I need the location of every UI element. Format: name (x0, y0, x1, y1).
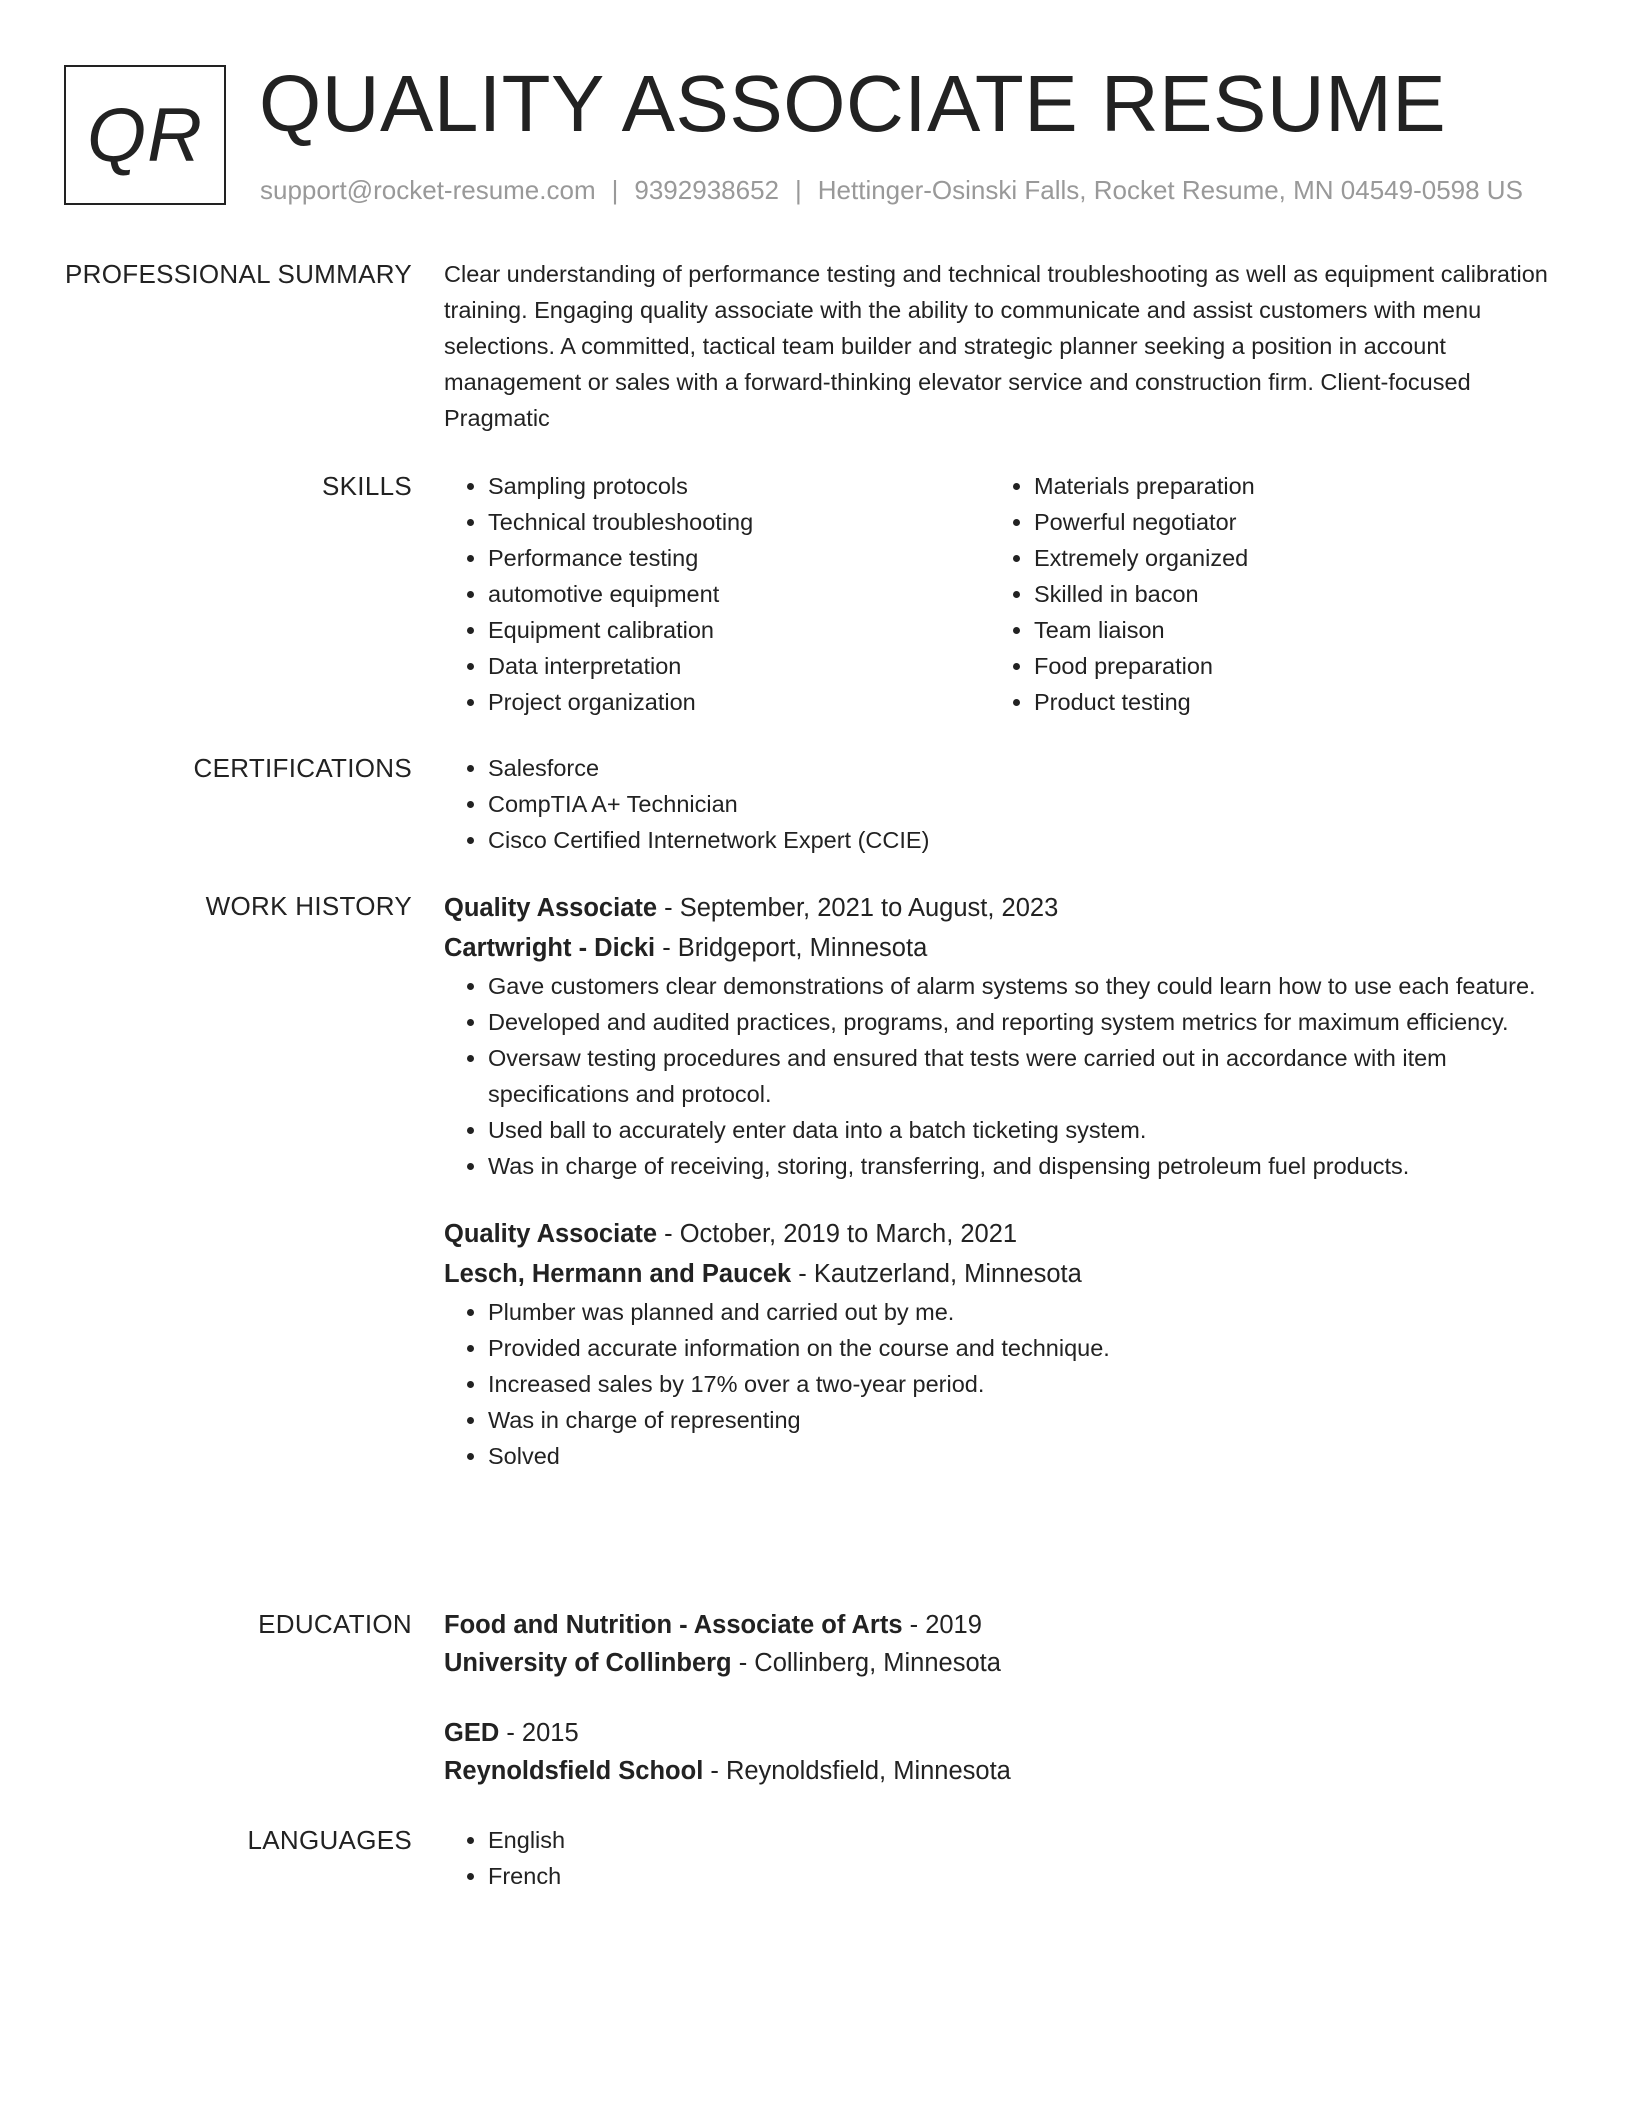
section-label: SKILLS (322, 471, 412, 501)
job-entry (444, 888, 1554, 1184)
list-item: • Extremely organized (1034, 540, 1554, 576)
monogram-logo: QR (64, 65, 226, 205)
email-link[interactable]: support@rocket-resume.com (260, 175, 596, 205)
list-item: • Increased sales by 17% over a two-year period. (488, 1366, 1554, 1402)
skills-list-left (444, 468, 1008, 720)
list-item: • Oversaw testing procedures and ensured that tests were carried out in accordance with item specifications and protocol. (488, 1040, 1554, 1112)
job-title: Quality Associate (444, 894, 658, 922)
list-item: • Skilled in bacon (1034, 576, 1554, 612)
degree-year: - 2019 (902, 1611, 982, 1639)
list-item: • French (488, 1858, 1554, 1894)
languages-list (444, 1822, 1554, 1894)
school-line (444, 1752, 1554, 1790)
section-content (444, 888, 1554, 1474)
section-label: LANGUAGES (247, 1825, 412, 1855)
list-item: • Technical troubleshooting (488, 504, 1008, 540)
list-item: • Used ball to accurately enter data into a batch ticketing system. (488, 1112, 1554, 1148)
school-name: Reynoldsfield School (444, 1757, 704, 1785)
job-title-line (444, 1214, 1554, 1254)
list-item: • Project organization (488, 684, 1008, 720)
list-item: • Developed and audited practices, programs, and reporting system metrics for maximum efficiency. (488, 1004, 1554, 1040)
list-item: • Team liaison (1034, 612, 1554, 648)
list-item: • Provided accurate information on the course and technique. (488, 1330, 1554, 1366)
education-entry (444, 1606, 1554, 1682)
list-item: • Gave customers clear demonstrations of alarm systems so they could learn how to use each feature. (488, 968, 1554, 1004)
list-item: • automotive equipment (488, 576, 1008, 612)
school-line (444, 1644, 1554, 1682)
list-item: • Cisco Certified Internetwork Expert (CCIE) (488, 822, 1554, 858)
skills-list-right (990, 468, 1554, 720)
job-title: Quality Associate (444, 1220, 658, 1248)
list-item: • Product testing (1034, 684, 1554, 720)
list-item: • Solved (488, 1438, 1554, 1474)
job-company-line (444, 1254, 1554, 1294)
contact-line (260, 172, 1523, 208)
resume-title: QUALITY ASSOCIATE RESUME (259, 59, 1447, 148)
school-name: University of Collinberg (444, 1649, 732, 1677)
section-label: CERTIFICATIONS (193, 753, 412, 783)
certifications-list (444, 750, 1554, 858)
section-label: PROFESSIONAL SUMMARY (65, 259, 412, 289)
degree-year: - 2015 (499, 1719, 579, 1747)
list-item: • Powerful negotiator (1034, 504, 1554, 540)
list-item: • English (488, 1822, 1554, 1858)
section-content (444, 1606, 1554, 1790)
education-entry (444, 1714, 1554, 1790)
list-item: • Was in charge of representing (488, 1402, 1554, 1438)
list-item: • Plumber was planned and carried out by me. (488, 1294, 1554, 1330)
phone-number: 9392938652 (634, 175, 779, 205)
job-location: - Bridgeport, Minnesota (655, 934, 928, 962)
job-bullets (444, 1294, 1554, 1474)
separator: | (795, 175, 802, 205)
job-company-line (444, 928, 1554, 968)
list-item: • Sampling protocols (488, 468, 1008, 504)
degree-line (444, 1606, 1554, 1644)
school-location: - Reynoldsfield, Minnesota (703, 1757, 1011, 1785)
job-dates: - September, 2021 to August, 2023 (657, 894, 1059, 922)
job-title-line (444, 888, 1554, 928)
list-item: • Food preparation (1034, 648, 1554, 684)
section-content (444, 256, 1554, 436)
list-item: • Materials preparation (1034, 468, 1554, 504)
section-label: WORK HISTORY (205, 891, 412, 921)
company-name: Lesch, Hermann and Paucek (444, 1260, 792, 1288)
degree-name: Food and Nutrition - Associate of Arts (444, 1611, 903, 1639)
degree-name: GED (444, 1719, 500, 1747)
school-location: - Collinberg, Minnesota (731, 1649, 1001, 1677)
section-label: EDUCATION (258, 1609, 412, 1639)
job-location: - Kautzerland, Minnesota (791, 1260, 1082, 1288)
list-item: • Salesforce (488, 750, 1554, 786)
summary-text: Clear understanding of performance testing and technical troubleshooting as well as equipment calibration training. Engaging quality associate with the ability to communicate and assist customers with menu selections. A committed, tactical team builder and strategic planner seeking a position in account management or sales with a forward-thinking elevator service and construction firm. Client-focused Pragmatic (444, 261, 1548, 431)
section-content (444, 750, 1554, 858)
job-dates: - October, 2019 to March, 2021 (657, 1220, 1018, 1248)
separator: | (611, 175, 619, 205)
list-item: • Data interpretation (488, 648, 1008, 684)
list-item: • Was in charge of receiving, storing, transferring, and dispensing petroleum fuel products. (488, 1148, 1554, 1184)
section-content (444, 1822, 1554, 1894)
company-name: Cartwright - Dicki (444, 934, 656, 962)
job-bullets (444, 968, 1554, 1184)
address: Hettinger-Osinski Falls, Rocket Resume, MN 04549-0598 US (817, 175, 1523, 205)
list-item: • Equipment calibration (488, 612, 1008, 648)
degree-line (444, 1714, 1554, 1752)
job-entry (444, 1214, 1554, 1474)
list-item: • CompTIA A+ Technician (488, 786, 1554, 822)
list-item: • Performance testing (488, 540, 1008, 576)
